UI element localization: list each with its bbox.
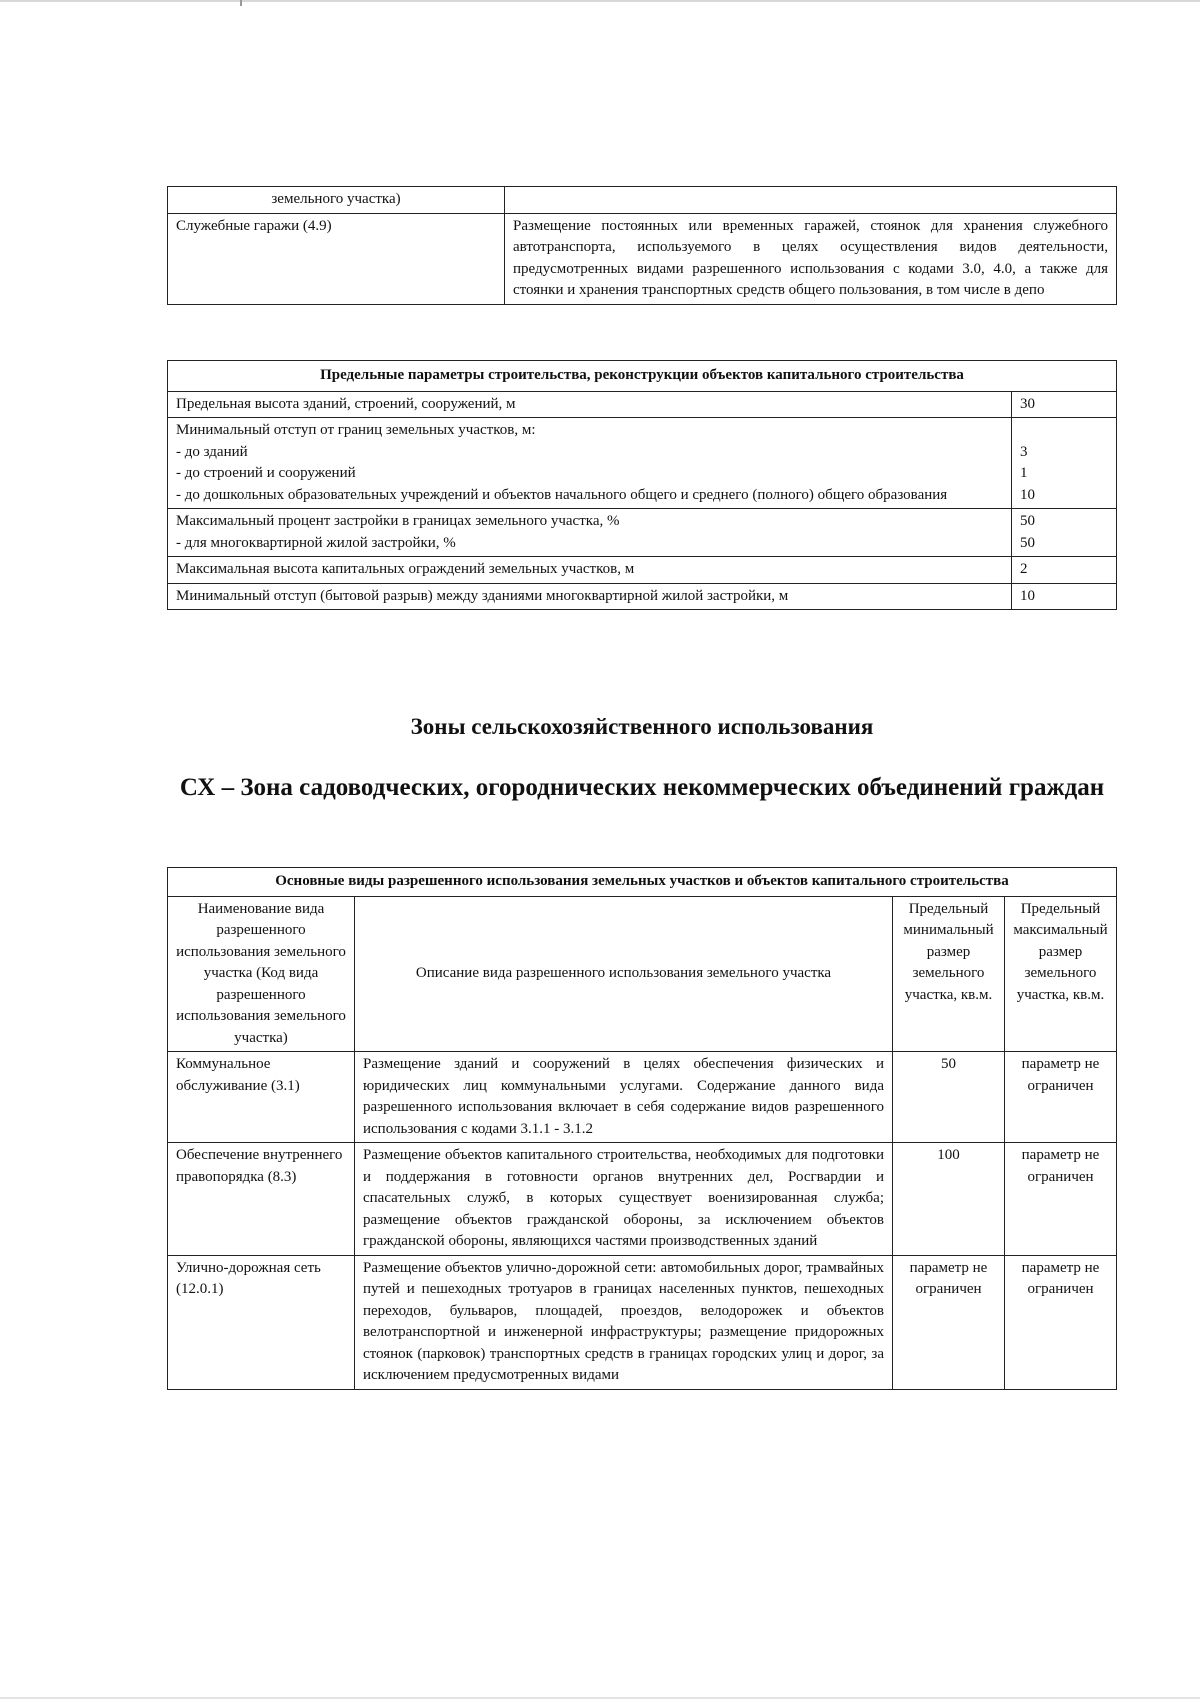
use-name-cell: Обеспечение внутреннего правопорядка (8.3) <box>168 1143 355 1256</box>
parameters-table-header: Предельные параметры строительства, реконструкции объектов капитального строительства <box>168 361 1117 392</box>
value-line: 30 <box>1020 395 1035 412</box>
parameter-line: - для многоквартирной жилой застройки, % <box>176 534 456 551</box>
use-description-cell: Размещение объектов капитального строительства, необходимых для подготовки и поддержания в готовности органов внутренних дел, Росгвардии и спасательных служб, в которых существует военизированная служба; размещение объектов гражданской обороны, за исключением объектов гражданской обороны, являющихся частями производственных зданий <box>355 1143 893 1256</box>
table-row <box>168 557 1117 584</box>
table-header-row <box>168 868 1117 897</box>
value-line <box>1020 420 1108 442</box>
parameter-line: Максимальная высота капитальных ограждений земельных участков, м <box>176 561 635 577</box>
table-row <box>168 418 1117 509</box>
table-row <box>168 391 1117 418</box>
min-size-cell: 100 <box>893 1143 1005 1256</box>
value-line: 10 <box>1020 486 1035 503</box>
value-line: 50 <box>1020 534 1035 551</box>
column-header-row <box>168 896 1117 1052</box>
use-name-cell: земельного участка) <box>168 187 505 214</box>
scan-mark <box>240 0 242 6</box>
parameter-line: Минимальный отступ (бытовой разрыв) между зданиями многоквартирной жилой застройки, м <box>176 587 789 604</box>
max-size-cell: параметр не ограничен <box>1005 1143 1117 1256</box>
construction-parameters-table <box>167 360 1117 610</box>
table-row <box>168 187 1117 214</box>
value-line: 50 <box>1020 513 1035 529</box>
min-size-cell: параметр не ограничен <box>893 1255 1005 1389</box>
value-line: 2 <box>1020 561 1028 577</box>
table-row <box>168 1143 1117 1256</box>
parameter-line: Предельная высота зданий, строений, сооружений, м <box>176 395 516 412</box>
table-header-row <box>168 361 1117 392</box>
value-line: 1 <box>1020 465 1028 481</box>
parameter-value <box>1012 418 1117 509</box>
use-name-cell: Служебные гаражи (4.9) <box>168 213 505 304</box>
parameter-label <box>168 391 1012 418</box>
value-line: 3 <box>1020 443 1028 460</box>
table-row <box>168 213 1117 304</box>
table-row <box>168 509 1117 557</box>
parameter-value <box>1012 509 1117 557</box>
column-header-description: Описание вида разрешенного использования земельного участка <box>355 896 893 1052</box>
use-description-cell: Размещение объектов улично-дорожной сети: автомобильных дорог, трамвайных путей и пешеходных тротуаров в границах населенных пунктов, пешеходных переходов, бульваров, площадей, проездов, велодорожек и объектов велотранспортной и инженерной инфраструктуры; размещение придорожных стоянок (парковок) транспортных средств в границах городских улиц и дорог, за исключением предусмотренных видами <box>355 1255 893 1389</box>
column-header-min-size: Предельный минимальный размер земельного участка, кв.м. <box>893 896 1005 1052</box>
max-size-cell: параметр не ограничен <box>1005 1052 1117 1143</box>
min-size-cell: 50 <box>893 1052 1005 1143</box>
parameter-line: Минимальный отступ от границ земельных участков, м: <box>176 422 536 438</box>
parameter-line: - до строений и сооружений <box>176 465 356 481</box>
parameter-label <box>168 418 1012 509</box>
scan-top-edge <box>0 0 1200 2</box>
parameter-line: - до зданий <box>176 443 248 460</box>
use-description-cell: Размещение постоянных или временных гаражей, стоянок для хранения служебного автотранспорта, используемого в целях осуществления видов деятельности, предусмотренных видами разрешенного использования с кодами 3.0, 4.0, а также для стоянки и хранения транспортных средств общего пользования, в том числе в депо <box>505 213 1117 304</box>
column-header-name: Наименование вида разрешенного использования земельного участка (Код вида разрешенного использования земельного участка) <box>168 896 355 1052</box>
max-size-cell: параметр не ограничен <box>1005 1255 1117 1389</box>
main-table-header: Основные виды разрешенного использования земельных участков и объектов капитального строительства <box>168 868 1117 897</box>
parameter-line: Максимальный процент застройки в границах земельного участка, % <box>176 513 620 529</box>
parameter-line: - до дошкольных образовательных учреждений и объектов начального общего и среднего (полного) общего образования <box>176 486 948 503</box>
parameter-label <box>168 557 1012 584</box>
zone-group-heading: Зоны сельскохозяйственного использования <box>410 714 874 739</box>
parameter-value <box>1012 391 1117 418</box>
use-name-cell: Коммунальное обслуживание (3.1) <box>168 1052 355 1143</box>
use-name-cell: Улично-дорожная сеть (12.0.1) <box>168 1255 355 1389</box>
zone-cx-heading: СХ – Зона садоводческих, огороднических некоммерческих объединений граждан <box>179 774 1105 801</box>
table-row <box>168 583 1117 610</box>
use-description-cell <box>505 187 1117 214</box>
table-row <box>168 1052 1117 1143</box>
parameter-label <box>168 583 1012 610</box>
permitted-use-table <box>167 867 1117 1390</box>
column-header-max-size: Предельный максимальный размер земельного участка, кв.м. <box>1005 896 1117 1052</box>
use-description-cell: Размещение зданий и сооружений в целях обеспечения физических и юридических лиц коммунальными услугами. Содержание данного вида разрешенного использования включает в себя содержание видов разрешенного использования с кодами 3.1.1 - 3.1.2 <box>355 1052 893 1143</box>
value-line: 10 <box>1020 587 1035 604</box>
parameter-label <box>168 509 1012 557</box>
permitted-use-table-continued <box>167 186 1117 305</box>
parameter-value <box>1012 583 1117 610</box>
parameter-value <box>1012 557 1117 584</box>
table-row <box>168 1255 1117 1389</box>
